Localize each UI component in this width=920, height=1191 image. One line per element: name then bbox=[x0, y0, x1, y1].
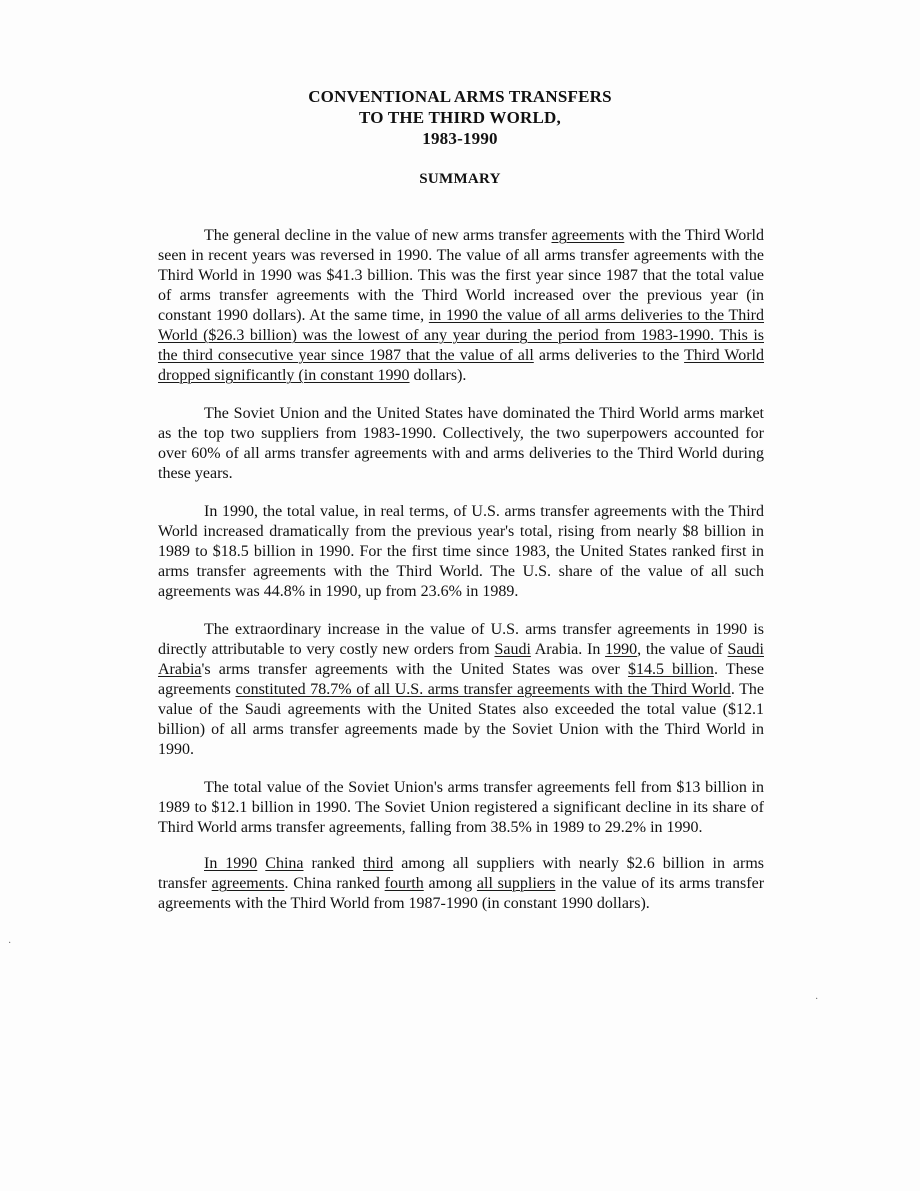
underlined-text: Saudi Arabia bbox=[158, 641, 764, 678]
paragraph-text: . These agreements bbox=[158, 661, 764, 698]
summary-paragraph bbox=[158, 620, 764, 760]
paragraph-text: dollars). bbox=[409, 367, 467, 384]
summary-paragraph bbox=[158, 404, 764, 484]
underlined-text: third bbox=[363, 855, 394, 872]
title-line: 1983-1990 bbox=[422, 129, 498, 148]
paragraph-text: In 1990, the total value, in real terms, of U.S. arms transfer agreements with the Third World increased dramatically from the previous year's total, rising from nearly $8 billion in 1989 to $18.5 billion in 1990. For the first time since 1983, the United States ranked first in arms transfer agreements with the Third World. The U.S. share of the value of all such agreements was 44.8% in 1990, up from 23.6% in 1989. bbox=[158, 503, 764, 600]
paragraph-text: The Soviet Union and the United States have dominated the Third World arms market as the top two suppliers from 1983-1990. Collectively, the two superpowers accounted for over 60% of all arms transfer agreements with and arms deliveries to the Third World during these years. bbox=[158, 405, 764, 482]
title-line: CONVENTIONAL ARMS TRANSFERS bbox=[308, 87, 612, 106]
paragraph-text: among bbox=[423, 875, 477, 892]
underlined-text: Saudi bbox=[494, 641, 531, 658]
paragraph-text: , the value of bbox=[637, 641, 728, 658]
scan-speck: · bbox=[8, 938, 12, 949]
underlined-text: constituted 78.7% of all U.S. arms transfer agreements with the Third World bbox=[235, 681, 731, 698]
paragraph-text: Arabia. In bbox=[530, 641, 606, 658]
paragraph-text: The general decline in the value of new arms transfer bbox=[204, 227, 552, 244]
summary-paragraph bbox=[158, 854, 764, 914]
underlined-text: Third World dropped significantly (in constant 1990 bbox=[158, 347, 765, 384]
paragraph-text: . The value of the Saudi agreements with the United States also exceeded the total value ($12.1 billion) of all arms transfer agreements made by the Soviet Union with the Third World in 1990. bbox=[158, 681, 765, 758]
paragraph-text: arms deliveries to the bbox=[533, 347, 685, 364]
document-title bbox=[0, 86, 920, 149]
paragraph-text: The total value of the Soviet Union's arms transfer agreements fell from $13 billion in 1989 to $12.1 billion in 1990. The Soviet Union registered a significant decline in its share of Third World arms transfer agreements, falling from 38.5% in 1989 to 29.2% in 1990. bbox=[158, 779, 764, 836]
underlined-text: in 1990 the value of all arms deliveries to the Third World ($26.3 billion) was the lowest of any year during the period from 1983-1990. This is the third consecutive year since 1987 that the value of all bbox=[158, 307, 765, 364]
paragraph-text: in the value of its arms transfer agreements with the Third World from 1987-1990 (in constant 1990 dollars). bbox=[158, 875, 765, 912]
summary-heading: SUMMARY bbox=[419, 171, 501, 187]
underlined-text: 1990 bbox=[605, 641, 638, 658]
underlined-text: In 1990 bbox=[204, 855, 258, 872]
underlined-text: China bbox=[265, 855, 304, 872]
scan-speck: · bbox=[815, 994, 819, 1005]
summary-paragraph bbox=[158, 502, 764, 602]
document-body bbox=[158, 226, 764, 932]
summary-paragraph bbox=[158, 778, 764, 838]
underlined-text: agreements bbox=[211, 875, 285, 892]
paragraph-text: The extraordinary increase in the value of U.S. arms transfer agreements in 1990 is directly attributable to very costly new orders from bbox=[158, 621, 764, 658]
underlined-text: $14.5 billion bbox=[628, 661, 714, 678]
paragraph-text: 's arms transfer agreements with the United States was over bbox=[201, 661, 628, 678]
paragraph-text: with the Third World seen in recent years was reversed in 1990. The value of all arms transfer agreements with the Third World in 1990 was $41.3 billion. This was the first year since 1987 that the total value of arms transfer agreements with the Third World increased over the previous year (in constant 1990 dollars). At the same time, bbox=[158, 227, 764, 324]
underlined-text: fourth bbox=[384, 875, 424, 892]
paragraph-text: among all suppliers with nearly $2.6 billion in arms transfer bbox=[158, 855, 765, 892]
underlined-text: all suppliers bbox=[476, 875, 556, 892]
underlined-text: agreements bbox=[551, 227, 625, 244]
summary-paragraph bbox=[158, 226, 764, 386]
paragraph-text: ranked bbox=[303, 855, 363, 872]
paragraph-text: . China ranked bbox=[284, 875, 385, 892]
title-line: TO THE THIRD WORLD, bbox=[359, 108, 561, 127]
